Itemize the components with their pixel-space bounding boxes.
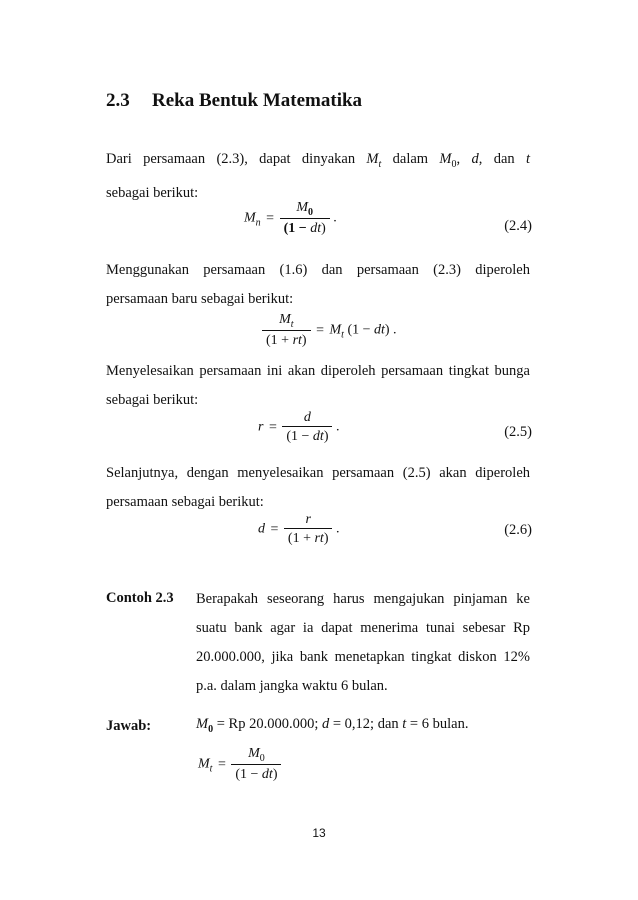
section-heading: [106, 90, 362, 112]
equation-2-4: $M_n$ = $\frac{M_0}{(1 - dt)}$ .: [244, 200, 337, 236]
answer-label: Jawab:: [106, 718, 152, 734]
example-text: Berapakah seseorang harus mengajukan pinjaman ke suatu bank agar ia dapat menerima tunai sebesar Rp 20.000.000, jika bank menetapkan tingkat diskon 12% p.a. dalam jangka waktu 6 bulan.: [196, 591, 530, 694]
equation-2-4-fraction: $\frac{M_0}{(1 - dt)}$: [280, 200, 330, 237]
paragraph-4-line-2: persamaan sebagai berikut:: [106, 494, 264, 510]
paragraph-3-line-2: sebagai berikut:: [106, 392, 199, 408]
text-segment: dalam: [392, 151, 429, 167]
text-segment: Dari persamaan (2.3), dapat dinyakan: [106, 151, 356, 167]
equation-answer-fraction: $\frac{M_0}{(1 - dt)}$: [231, 746, 281, 783]
equation-label-2-6: (2.6): [504, 522, 532, 538]
paragraph-4: [106, 459, 530, 517]
paragraph-3: [106, 357, 530, 415]
paragraph-2-line-1: Menggunakan persamaan (1.6) dan persamaan (2.3) diperoleh: [106, 262, 530, 278]
paragraph-1-line-1: [106, 145, 530, 179]
equation-label-2-5: (2.5): [504, 424, 532, 440]
equation-answer: $M_t$ = $\frac{M_0}{(1 - dt)}$: [198, 746, 281, 783]
equation-2-6-fraction: $\frac{r}{(1 + rt)}$: [284, 512, 333, 547]
equation-2-5-fraction: $\frac{d}{(1 - dt)}$: [282, 410, 332, 445]
page-number: 13: [312, 826, 326, 840]
paragraph-1: [106, 145, 530, 208]
equation-label-2-4: (2.4): [504, 218, 532, 234]
symbol-m0: $M_0$,: [439, 151, 461, 170]
section-number: 2.3: [106, 90, 130, 111]
answer-given-values: $M_0 = Rp$ 20.000.000; d = 0,12; dan t = 6 bulan.: [196, 716, 469, 735]
paragraph-4-line-1: Selanjutnya, dengan menyelesaikan persamaan (2.5) akan diperoleh: [106, 465, 530, 481]
equation-intermediate-fraction: $\frac{M_t}{(1 + rt)}$: [262, 312, 311, 349]
equation-intermediate: $\frac{M_t}{(1 + rt)}$ = $M_t$ (1 − dt) .: [262, 312, 397, 349]
paragraph-2: [106, 256, 530, 314]
symbol-t: t: [525, 151, 531, 167]
equation-2-5: r = $\frac{d}{(1 - dt)}$ .: [258, 410, 340, 444]
section-title: Reka Bentuk Matematika: [152, 90, 363, 111]
equation-2-6: d = $\frac{r}{(1 + rt)}$ .: [258, 512, 340, 546]
symbol-mt: $M_t$: [366, 151, 382, 170]
paragraph-1-line-2: sebagai berikut:: [106, 184, 199, 201]
paragraph-3-line-1: Menyelesaikan persamaan ini akan diperoleh persamaan tingkat bunga: [106, 363, 530, 379]
example-label: Contoh 2.3: [106, 590, 174, 606]
paragraph-2-line-2: persamaan baru sebagai berikut:: [106, 291, 294, 307]
symbol-d: d, dan: [471, 151, 515, 167]
